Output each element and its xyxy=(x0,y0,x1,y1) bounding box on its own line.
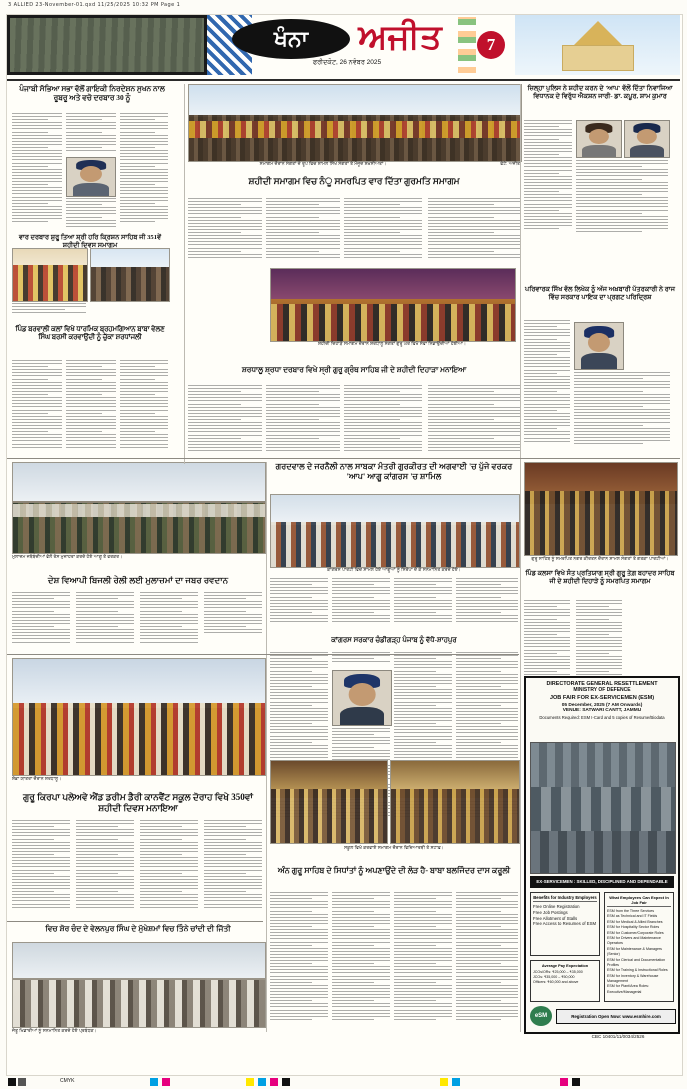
photo-caption-6: ਸ਼ੋਭਾ ਯਾਤਰਾ ਦੌਰਾਨ ਸ਼ਰਧਾਲੂ। xyxy=(12,776,62,781)
ad-expect-item: ESM for Drivers and Maintenance Operators xyxy=(607,935,661,946)
ad-line-5: VENUE: SATWARI CANTT, JAMMU xyxy=(562,708,642,713)
ad-expect-item: ESM for Hospitality Sector Roles xyxy=(607,925,660,930)
esm-logo-icon: eSM xyxy=(530,1006,552,1026)
ad-line-1: DIRECTORATE GENERAL RESETTLEMENT xyxy=(546,681,658,687)
print-color-bar xyxy=(0,1077,687,1087)
photo-row5-mid2 xyxy=(390,760,520,844)
ad-expect-item: ESM from the Three Services xyxy=(607,909,655,913)
ad-benefit-item: Free Access to Resumes of ESM xyxy=(533,921,597,927)
edition-badge: ਖੰਨਾ xyxy=(232,19,350,59)
ad-benefit-item: Free Job Postings xyxy=(533,909,568,915)
article-3-col-c xyxy=(344,198,422,264)
article-13-col-b xyxy=(332,892,390,1032)
ad-expect-item: ESM for Plant/Area Roles: Executive/Managerial xyxy=(607,984,649,994)
ad-line-6: Documents Required: ESM I-Card and 5 copies of Resume/Biodata xyxy=(539,715,665,720)
headline-13: ਅੰਨ ਗੁਰੂ ਸਾਹਿਬ ਦੇ ਸਿਧਾਂਤਾਂ ਨੂੰ ਅਪਣਾਉਂਦੇ ਦੀ ਲੋੜ ਹੈ- ਬਾਬਾ ਬਲਜਿੰਦਰ ਦਾਸ ਕਰੂਲੀ xyxy=(277,866,511,875)
ad-expect-item: ESM for Clerical and Documentation Profiles xyxy=(607,957,666,967)
portrait-photo-2 xyxy=(576,120,622,158)
headline-11: ਪਿੰਡ ਕਲਸਾ ਵਿਖੇ ਸੰਤ ਪ੍ਰਤਿਯਾਗ ਸ੍ਰੀ ਗੁਰੂ ਤੇਗ਼ ਬਹਾਦਰ ਸਾਹਿਬ ਜੀ ਦੇ ਸ਼ਹੀਦੀ ਦਿਹਾੜੇ ਨੂੰ ਸਮਰਪਿਤ ਸਮਾਗਮ xyxy=(525,570,675,585)
portrait-photo-4 xyxy=(574,322,624,370)
photo-caption-4: ਕਾਂਗਰਸ ਪਾਰਟੀ ਵਿਚ ਸ਼ਾਮਲ ਹੋਏ ਆਗੂਆਂ ਨੂੰ ਸਿਰੋਪਾ ਦੇ ਕੇ ਸਨਮਾਨਿਤ ਕਰਦੇ ਹੋਏ। xyxy=(327,567,461,572)
article-12-col-d xyxy=(204,820,262,918)
ad-pay-row: JCOs: ₹35,000 – ₹50,000 xyxy=(533,974,575,979)
article-13-col-c xyxy=(394,892,452,1032)
photo-caption-3: ਮੁਲਾਜ਼ਮ ਜਥੇਬੰਦੀਆਂ ਵੱਲੋਂ ਰੋਸ ਮੁਜ਼ਾਹਰਾ ਕਰਦੇ ਹੋਏ ਆਗੂ ਤੇ ਵਰਕਰ। xyxy=(12,554,123,559)
ad-line-3: JOB FAIR FOR EX-SERVICEMEN (ESM) xyxy=(549,695,655,701)
ad-strip-banner: EX-SERVICEMEN : SKILLED, DISCIPLINED AND DEPENDABLE xyxy=(530,876,674,888)
headline-2: ਜ਼ਿਲ੍ਹਾ ਪੁਲਿਸ ਨੇ ਸ਼ਹੀਦ ਕਰਨ ਦੇ 'ਆਪ' ਵੱਲੋਂ ਦਿੱਤਾ ਨਿਵਾਜਿਆ ਵਿਧਾਨਕ ਦੇ ਵਿਰੁੱਧ ਐਕਸ਼ਨ ਜਾਰੀ- ਡਾ. ਕਪੂਰ, ਸ਼ਾਮ ਕੁਮਾਰ xyxy=(527,85,673,100)
ad-line-2: MINISTRY OF DEFENCE xyxy=(573,687,631,693)
photo-nagar-kirtan xyxy=(12,658,266,776)
headline-14: ਵਿਚ ਸ਼ੋਰ ਚੰਦ ਦੇ ਵੇਲਨਪੁਰ ਸਿੰਘ ਦੇ ਮੁੱਖੇਸ਼ਮਾਂ ਵਿਚ ਤਿੰਨੇ ਚਾਂਦੀ ਦੀ ਜਿੱਤੀ xyxy=(45,924,231,933)
article-3-col-d xyxy=(428,198,520,264)
headline-6: ਪਿੰਡ ਬਰਵਾਲੀ ਕਲਾਂ ਵਿਖੇ ਧਾਰਮਿਕ ਬ੍ਰਹਮਗਿਆਨ ਬਾਬਾ ਵੇਲਣ ਸਿੰਘ ਬਰਸੀ ਕਰਵਾਉਂਦੀ ਨੂੰ ਚੁੱਕਾ ਸ਼ਰਧਾਂਜਲੀ xyxy=(15,326,165,342)
ad-forces-collage xyxy=(530,742,676,874)
article-3-col-b xyxy=(266,198,340,264)
article-6-col-c xyxy=(120,360,168,454)
ad-register-button[interactable]: Registration Open Now: www.esmhire.com xyxy=(556,1009,676,1024)
article-1-col-c xyxy=(120,113,168,228)
article-9-col-c xyxy=(394,578,452,632)
job-fair-advertisement[interactable] xyxy=(524,676,680,1034)
article-7-col-c xyxy=(344,385,422,459)
photo-protest xyxy=(12,462,266,554)
photo-caption-5: ਗੁਰੂ ਸਾਹਿਬ ਨੂੰ ਸਮਰਪਿਤ ਨਗਰ ਕੀਰਤਨ ਦੌਰਾਨ ਸ਼ਾਮਲ ਸੰਗਤਾਂ ਤੇ ਗਤਕਾ ਪਾਰਟੀਆਂ। xyxy=(531,556,669,561)
article-13-col-a xyxy=(270,892,328,1032)
headline-8: ਦੇਸ਼ ਵਿਆਪੀ ਬਿਜਲੀ ਰੇਲੀ ਲਈ ਮੁਲਾਜ਼ਮਾਂ ਦਾ ਜਬਰ ਰਵਦਾਨ xyxy=(47,575,229,585)
masthead-title-group xyxy=(232,15,457,75)
photo-row5-mid1 xyxy=(270,760,388,844)
ad-expect-item: ESM for Training & Instructional Roles xyxy=(607,968,668,973)
article-7-col-b xyxy=(266,385,340,459)
headline-9: ਗਰਦਵਾਲ ਦੇ ਜਰਨੈਲੀ ਨਾਲ ਸਾਬਕਾ ਮੰਤਰੀ ਗੁਰਕੀਰਤ ਦੀ ਅਗਵਾਈ 'ਚ ਪੁੱਜੇ ਵਰਕਰ 'ਆਪ' ਆਗੂ ਕਾਂਗਰਸ 'ਚ ਸ਼ਾਮਿਲ xyxy=(275,462,513,481)
article-1-col-b2 xyxy=(66,198,116,228)
article-8-col-a xyxy=(12,592,70,650)
print-microbar: 3 ALLIED 23-November-01.qxd 11/25/2025 10:32 PM Page 1 xyxy=(8,2,181,8)
article-2-col-b xyxy=(576,160,668,236)
ad-expect-item: ESM as Technical and IT Fields xyxy=(607,914,658,919)
photo-right-row3 xyxy=(524,462,678,556)
ad-expectations-title: What Employees Can Expect In Job Fair xyxy=(607,895,671,907)
article-6-col-b xyxy=(66,360,116,454)
ad-expect-item: ESM for Maintenance & Managers (Senior) xyxy=(607,946,662,957)
ad-expect-item: ESM for Inventory & Warehouse Management xyxy=(607,973,659,984)
photo-caption-row2 xyxy=(12,303,86,323)
masthead-temple-image xyxy=(515,15,680,75)
ad-benefits-title: Benefits for Industry Employers xyxy=(533,895,597,900)
ad-expect-item: ESM for Customer/Corporate Roles xyxy=(607,930,664,935)
photo-congress xyxy=(270,494,520,568)
ad-pay-box xyxy=(530,960,600,1002)
ad-line-4: 05 December, 2025 (7 AM Onwards) xyxy=(561,703,643,708)
photo-row2-left xyxy=(12,248,88,302)
ad-expect-item: ESM for Medical & Allied Branches xyxy=(607,919,663,924)
article-7-col-d xyxy=(428,385,520,459)
ad-pay-row: Officers: ₹60,000 and above xyxy=(533,979,579,984)
headline-5: ਪਰਿਵਾਰਕ ਸਿੱਖ ਵੱਲ ਲਿਖੇਕ ਨੂੰ ਅੱਜ ਅਖ਼ਬਾਰੀ ਪੱਤਰਕਾਰੀ ਨੇ ਰਾਜ ਵਿੱਚ ਸਰਕਾਰ ਪਾਇਕ ਦਾ ਪ੍ਰਗਟ ਪਰਿਦ੍ਰਿਸ਼ xyxy=(524,286,676,301)
photo-main-top xyxy=(188,84,522,162)
ad-cbc-code: CBC 10401/11/0034/2526 xyxy=(591,1034,645,1039)
article-1-col-a xyxy=(12,113,62,228)
article-12-col-a xyxy=(12,820,70,918)
photo-sports xyxy=(12,942,266,1028)
article-1-col-b xyxy=(66,113,116,155)
ad-benefit-item: Free Online Registration xyxy=(533,904,580,909)
article-9-col-a xyxy=(270,578,328,632)
ad-expectations-box xyxy=(604,892,674,1002)
ad-pay-title: Average Pay Expectation xyxy=(541,963,589,968)
ad-benefits-box xyxy=(530,892,600,956)
masthead-photo xyxy=(7,15,207,75)
headline-3: ਸ਼ਹੀਦੀ ਸਮਾਗਮ ਵਿਚ ਨੰੂ ਸਮਰਪਿਤ ਵਾਰ ਦਿੱਤਾ ਗੁਰਮਤਿ ਸਮਾਗਮ xyxy=(248,176,460,186)
photo-credit-1: ਫੋਟੋ: ਅਜੀਤ xyxy=(500,161,520,166)
article-13-col-d xyxy=(456,892,518,1032)
cmyk-label: CMYK xyxy=(60,1078,75,1084)
photo-caption-1: ਸਮਾਗਮ ਦੌਰਾਨ ਸੰਗਤਾਂ ਦੇ ਰੂਪ ਵਿਚ ਸ਼ਾਮਲ ਸਿੱਖ ਸੰਗਤਾਂ ਤੇ ਮੌਜੂਦ ਸ਼ਖ਼ਸੀਅਤਾਂ। xyxy=(259,161,387,166)
masthead-date: ਫਰੀਦਕੋਟ, 26 ਨਵੰਬਰ 2025 xyxy=(312,59,382,66)
article-5-col-b xyxy=(574,372,670,450)
headline-4: ਵਾਰ ਦਰਬਾਰ ਸ਼ੁਰੂ ਤਿਆ ਸ਼੍ਰੀ ਹਰਿ ਕ੍ਰਿਸ਼ਨ ਸਾਹਿਬ ਜੀ 351ਵੇਂ ਸ਼ਹੀਦੀ ਦਿਵਸ ਸਮਾਗਮ xyxy=(18,234,162,249)
article-8-col-d xyxy=(204,592,262,650)
article-12-col-b xyxy=(76,820,134,918)
article-7-col-a xyxy=(188,385,262,459)
article-8-col-b xyxy=(76,592,134,650)
paper-title: ਅਜੀਤ xyxy=(358,19,442,56)
photo-caption-2: ਸ਼ਹੀਦੀ ਦਿਹਾੜੇ ਸਮਾਗਮ ਦੌਰਾਨ ਸ਼ਰਧਾਲੂ ਸੰਗਤਾਂ ਗੁਰੂ ਘਰ ਵਿਖੇ ਸੇਵਾ ਨਿਭਾਉਂਦੀਆਂ ਹੋਈਆਂ। xyxy=(317,341,467,346)
article-5-col-a xyxy=(524,320,570,450)
article-9-col-d xyxy=(456,578,518,632)
page-number-badge: 7 xyxy=(477,31,505,59)
photo-caption-8: ਜੇਤੂ ਖਿਡਾਰੀਆਂ ਨੂੰ ਸਨਮਾਨਿਤ ਕਰਦੇ ਹੋਏ ਪ੍ਰਬੰਧਕ। xyxy=(12,1028,97,1033)
article-9-col-b xyxy=(332,578,390,632)
portrait-photo-3 xyxy=(624,120,670,158)
headline-10: ਕਾਂਗਰਸ ਸਰਕਾਰ ਚੰਡੀਗੜ੍ਹ ਪੰਜਾਬ ਨੂੰ ਵੱਧੋ-ਸ਼ਾਹਪੁਰ xyxy=(331,636,457,644)
headline-1: ਪੰਜਾਬੀ ਸੱਭਿਆ ਸਭਾ ਵੱਲੋਂ ਗਾਇਕੀ ਨਿਰਦੇਸ਼ਨ ਸੁਖਨ ਨਾਲ ਰੂਬਰੂ ਅਤੇ ਵਚੋ ਦਰਬਾਰ 30 ਨੂੰ xyxy=(19,84,165,102)
photo-caption-7: ਸਕੂਲ ਵਿਖੇ ਕਰਵਾਏ ਸਮਾਗਮ ਦੌਰਾਨ ਵਿਦਿਆਰਥੀ ਤੇ ਸਟਾਫ਼। xyxy=(344,845,444,850)
headline-7: ਸ਼ਰਧਾਲੂ ਸ਼੍ਰਧਾ ਦਰਬਾਰ ਵਿਖੇ ਸ੍ਰੀ ਗੁਰੂ ਗ੍ਰੰਥ ਸਾਹਿਬ ਜੀ ਦੇ ਸ਼ਹੀਦੀ ਦਿਹਾੜਾ ਮਨਾਇਆ xyxy=(241,365,467,374)
photo-main-mid xyxy=(270,268,516,342)
article-6-col-a xyxy=(12,360,62,454)
masthead xyxy=(7,15,680,77)
ad-pay-row: JCOs/ORs: ₹25,000 – ₹35,000 xyxy=(533,970,583,974)
ad-benefit-item: Free Allotment of Stalls xyxy=(533,915,578,921)
article-2-col-a xyxy=(524,120,572,236)
headline-12: ਗੁਰੂ ਕਿਰਪਾ ਪਲੇਅਵੇ ਐਂਡ ਡਰੀਮ ਡੈਰੀ ਕਾਨਵੈਂਟ ਸਕੂਲ ਦੋਰਾਹ ਵਿਖੇ 350ਵਾਂ ਸ਼ਹੀਦੀ ਦਿਵਸ ਮਨਾਇਆ xyxy=(23,792,253,813)
portrait-photo-5 xyxy=(332,670,392,726)
masthead-rule xyxy=(7,79,680,81)
article-8-col-c xyxy=(140,592,198,650)
portrait-photo-1 xyxy=(66,157,116,197)
article-12-col-c xyxy=(140,820,198,918)
photo-row2-left2 xyxy=(90,248,170,302)
